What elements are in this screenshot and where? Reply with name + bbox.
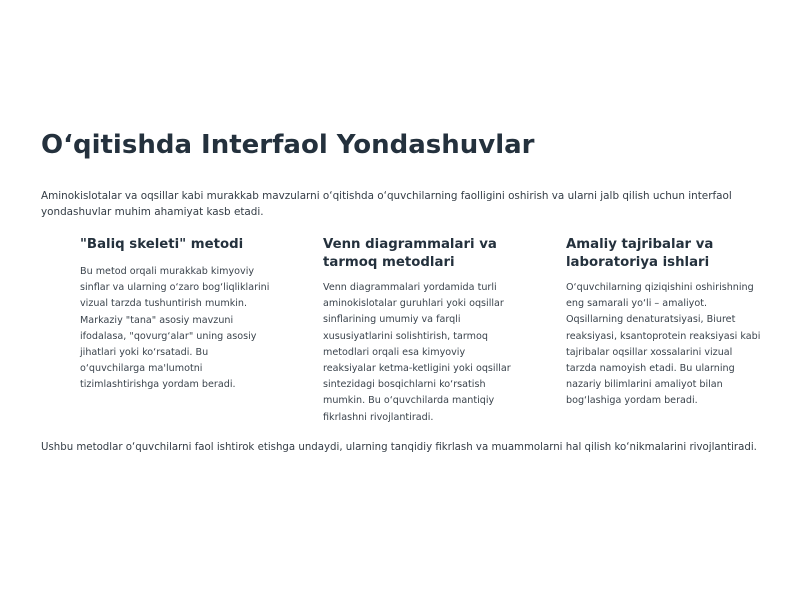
column-body: Venn diagrammalari yordamida turli aminokislotalar guruhlari yoki oqsillar sinflarining umumiy va farqli xususiyatlarini solishtirish, tarmoq metodlari orqali esa kimyoviy reaksiyalar ketma-ketligini yoki oqsillar sintezidagi bosqichlarni ko‘rsatish mumkin. Bu o‘quvchilarda mantiqiy fikrlashni rivojlantiradi. [323,282,511,423]
column-heading: Amaliy tajribalar va laboratoriya ishlari [566,237,714,270]
outro-paragraph: Ushbu metodlar o‘quvchilarni faol ishtirok etishga undaydi, ularning tanqidiy fikrlash va muammolarni hal qilish ko‘nikmalarini rivojlantiradi. [41,442,757,453]
column-heading: Venn diagrammalari va tarmoq metodlari [323,237,497,270]
method-column-lab [566,236,761,410]
slide-title: O‘qitishda Interfaol Yondashuvlar [41,130,535,160]
method-column-fishbone [80,236,275,394]
column-body: Bu metod orqali murakkab kimyoviy sinflar va ularning o‘zaro bog‘liqliklarini vizual tarzda tushuntirish mumkin. Markaziy "tana" asosiy mavzuni ifodalasa, "qovurg‘alar" uning asosiy jihatlari yoki ko‘rsatadi. Bu o‘quvchilarga ma'lumotni tizimlashtirishga yordam beradi. [80,266,270,391]
intro-paragraph: Aminokislotalar va oqsillar kabi murakkab mavzularni o‘qitishda o‘quvchilarning faolligini oshirish va ularni jalb qilish uchun interfaol yondashuvlar muhim ahamiyat kasb etadi. [41,190,732,218]
method-column-venn [323,236,518,426]
column-heading: "Baliq skeleti" metodi [80,237,244,252]
column-body: O‘quvchilarning qiziqishini oshirishning eng samarali yo‘li – amaliyot. Oqsillarning denaturatsiyasi, Biuret reaksiyasi, ksantoprotein reaksiyasi kabi tajribalar oqsillar xossalarini vizual tarzda namoyish etadi. Bu ularning nazariy bilimlarini amaliyot bilan bog‘lashiga yordam beradi. [566,282,761,407]
